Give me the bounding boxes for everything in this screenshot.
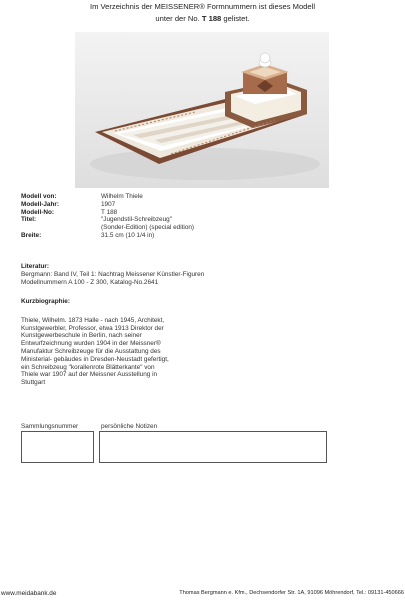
header-line-1: Im Verzeichnis der MEISSENER® Formnummern ist dieses Modell bbox=[89, 2, 316, 11]
header-line-2-prefix: unter der No. bbox=[155, 13, 200, 23]
biography-spacer bbox=[21, 306, 321, 317]
personal-notes-field[interactable] bbox=[99, 431, 327, 463]
biography-line: Stuttgart bbox=[21, 379, 46, 387]
detail-row bbox=[21, 209, 391, 217]
footer-website[interactable]: www.meidabank.de bbox=[1, 590, 57, 597]
biography-line: Thiele war 1907 auf der Meissner Ausstellung in bbox=[21, 371, 158, 379]
detail-label: Modell-Jahr: bbox=[21, 200, 59, 208]
biography-line: Kunstgewerbeschule in Berlin, nach seiner bbox=[21, 332, 142, 340]
detail-value: 31.5 cm (10 1/4 in) bbox=[101, 231, 155, 239]
detail-value: 1907 bbox=[101, 200, 116, 208]
biography-line: Thiele, Wilhelm. 1873 Halle - nach 1945, Architekt, bbox=[21, 316, 165, 324]
header-line-2-suffix: gelistet. bbox=[223, 13, 250, 23]
literature-line: Modellnummern A 100 - Z 300, Katalog-No.2641 bbox=[21, 278, 159, 286]
detail-value: Wilhelm Thiele bbox=[101, 193, 143, 200]
biography-line: Kunstgewerbler, Professor, etwa 1913 Direktor der bbox=[21, 324, 164, 332]
detail-label: Modell-No: bbox=[21, 208, 55, 216]
detail-row bbox=[21, 224, 391, 232]
detail-label bbox=[21, 224, 101, 232]
literature-line: Bergmann: Band IV, Teil 1: Nachtrag Meissener Künstler-Figuren bbox=[21, 270, 205, 278]
detail-row bbox=[21, 201, 391, 209]
detail-label: Titel: bbox=[21, 216, 37, 224]
personal-notes-label: persönliche Notizen bbox=[101, 423, 158, 430]
collection-number-label: Sammlungsnummer bbox=[21, 423, 79, 430]
biography-line: Ministerial- gebäudes in Dresden-Neustadt gefertigt, bbox=[21, 355, 169, 363]
page-footer bbox=[0, 590, 405, 600]
detail-row bbox=[21, 193, 391, 201]
literature-title: Literatur: bbox=[21, 263, 50, 270]
detail-label: Modell von: bbox=[21, 193, 57, 200]
biography-line: Manufaktur Schreibzeuge für die Ausstattung des bbox=[21, 347, 161, 355]
biography-line: Entwurfzeichnung wurden 1904 in der Meissner® bbox=[21, 340, 161, 348]
detail-row bbox=[21, 216, 391, 224]
header-line-2 bbox=[0, 13, 405, 25]
collection-number-field[interactable] bbox=[21, 431, 94, 463]
footer-address: Thomas Bergmann e. Kfm., Dechsendorfer Str. 1A, 91096 Möhrendorf, Tel.: 09131-450666 bbox=[179, 590, 404, 596]
header-model-number: T 188 bbox=[201, 13, 222, 23]
biography-section bbox=[21, 298, 321, 387]
detail-value: T 188 bbox=[101, 208, 118, 216]
product-photo bbox=[75, 32, 329, 188]
detail-value: "Jugendstil-Schreibzeug" bbox=[101, 216, 172, 224]
detail-row bbox=[21, 232, 391, 240]
detail-value: (Sonder-Edition) (special edition) bbox=[101, 224, 195, 232]
product-details bbox=[21, 193, 391, 240]
page-header bbox=[0, 1, 405, 24]
literature-section bbox=[21, 263, 321, 286]
biography-title: Kurzbiographie: bbox=[21, 298, 70, 305]
detail-label: Breite: bbox=[21, 231, 42, 239]
biography-line: ein Schreibzeug "korallenrote Blätterkante" von bbox=[21, 363, 155, 371]
